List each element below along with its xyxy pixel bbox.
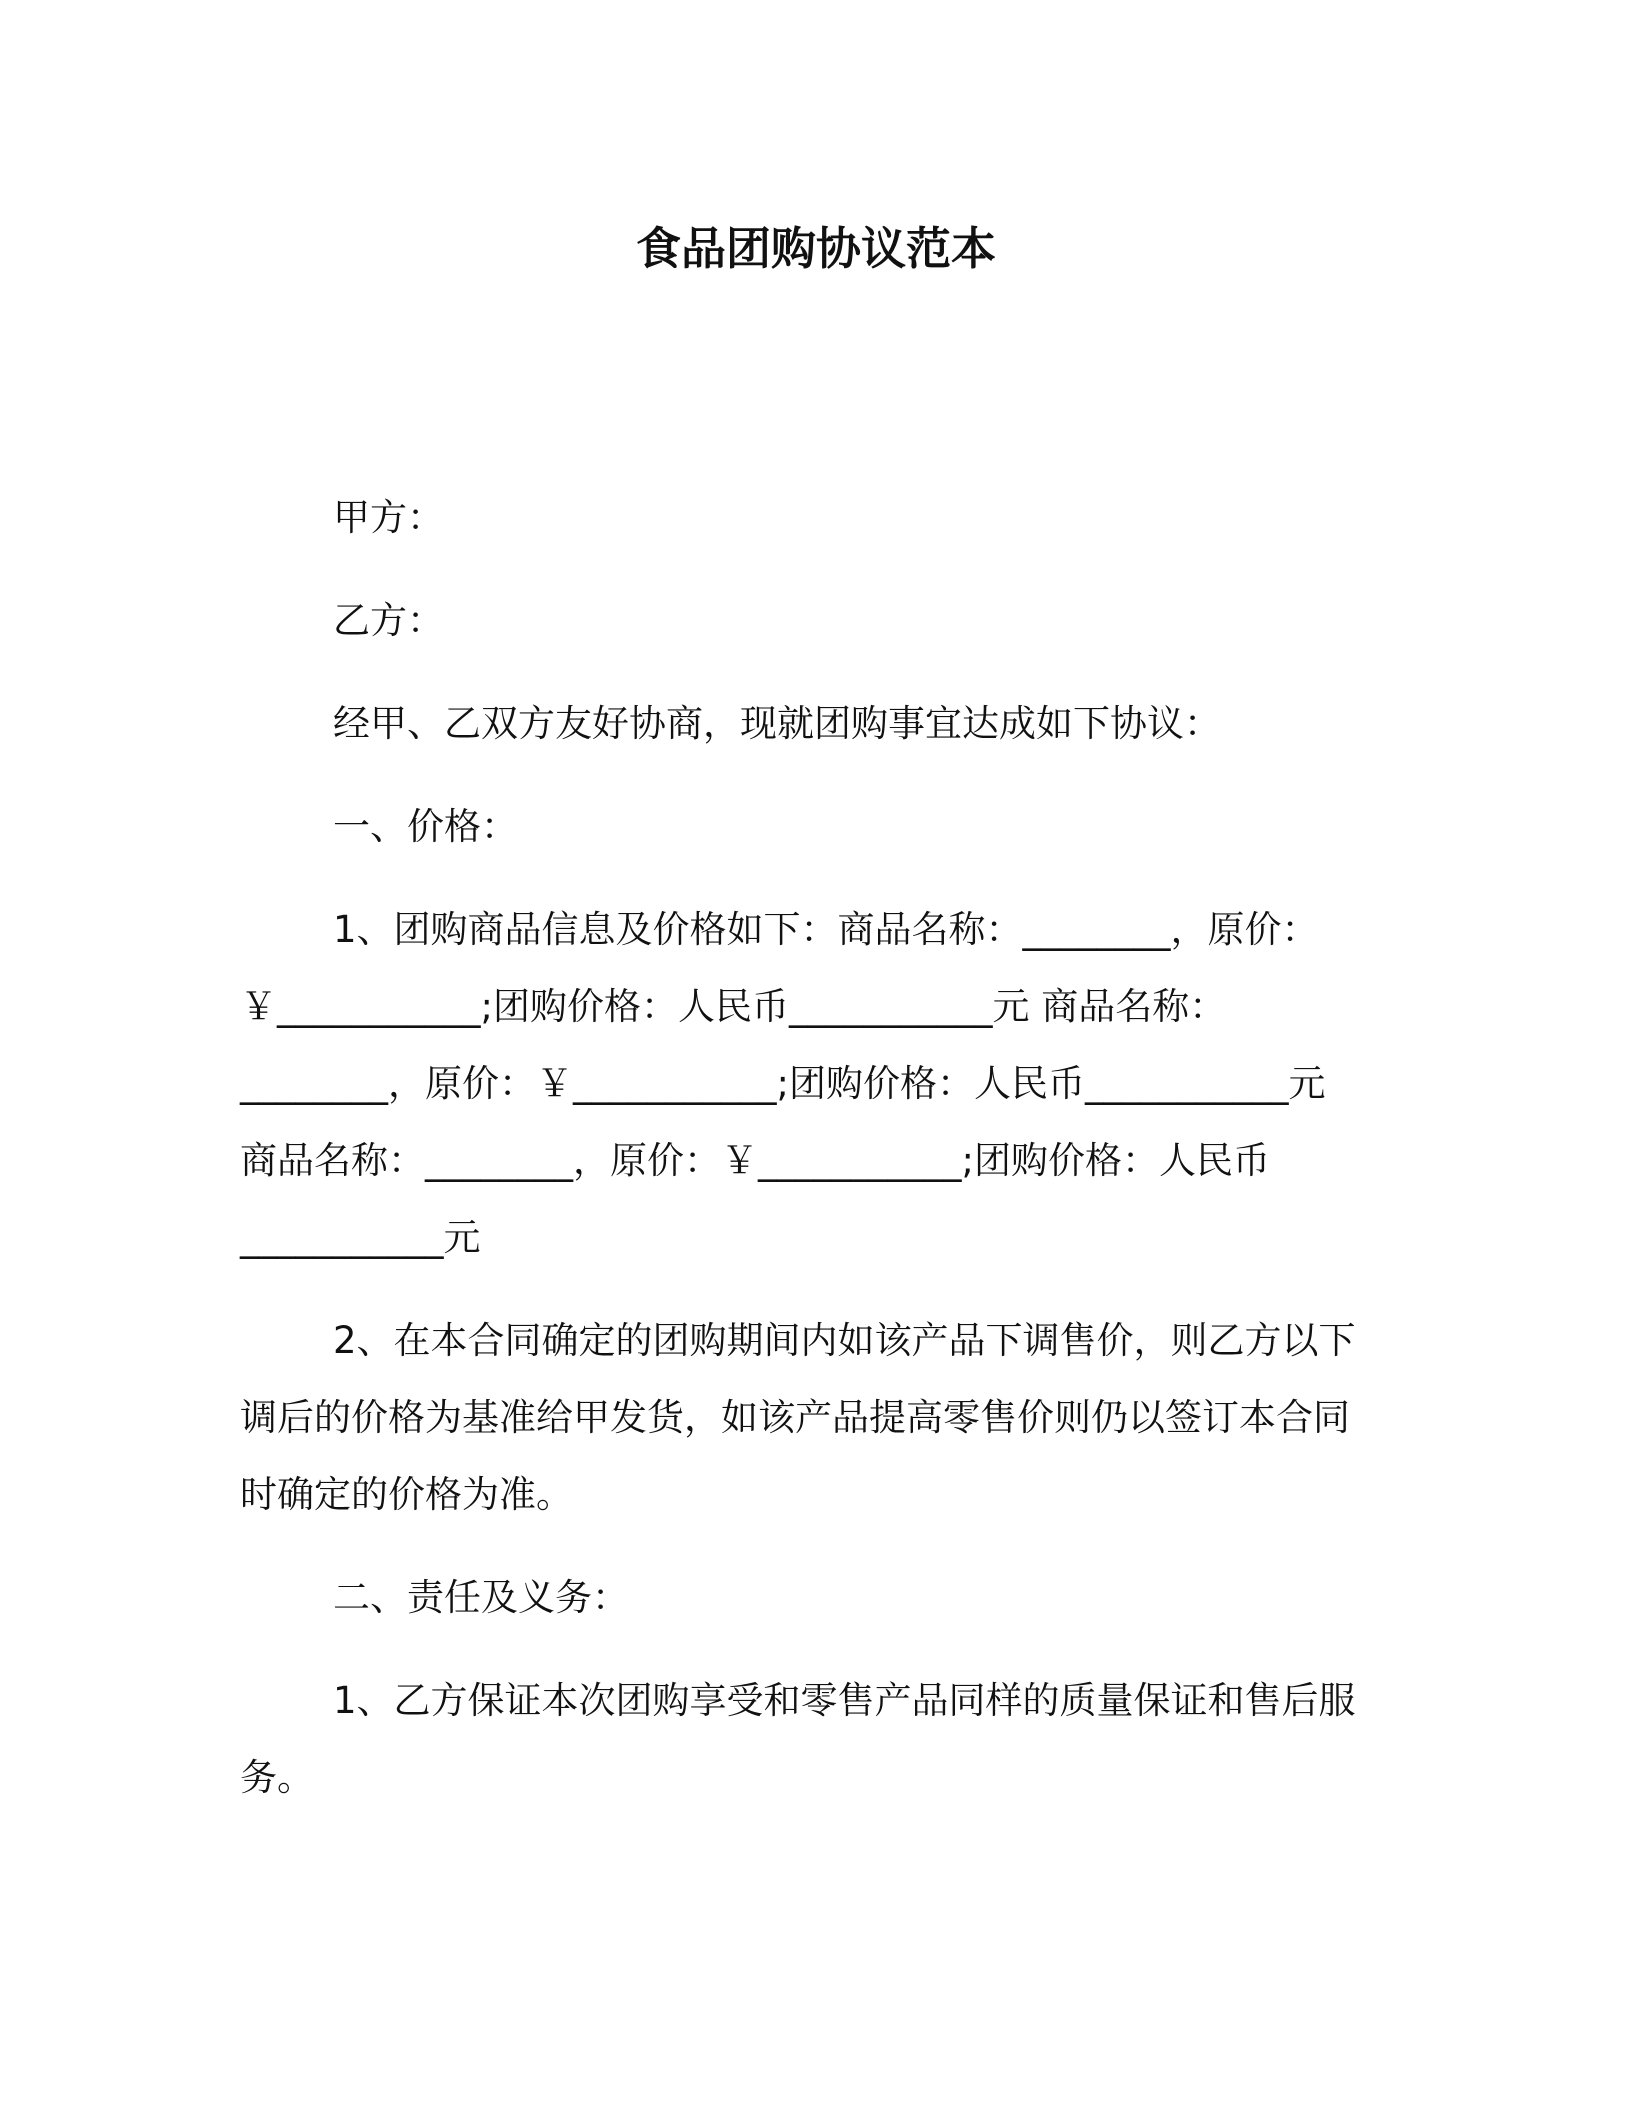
party-b-line	[240, 582, 1390, 659]
paragraph-line: 务。	[240, 1756, 314, 1799]
paragraph-line: 2、在本合同确定的团购期间内如该产品下调售价，则乙方以下	[333, 1319, 1356, 1362]
document-body	[240, 479, 1390, 1842]
clause-1-1	[240, 891, 1390, 1276]
paragraph-line: ￥___________;团购价格：人民币___________元 商品名称：	[240, 985, 1227, 1028]
party-a-line	[240, 479, 1390, 556]
paragraph-line: 乙方：	[333, 599, 444, 642]
paragraph-line: 商品名称：________，原价：￥___________;团购价格：人民币	[240, 1139, 1270, 1182]
document-title: 食品团购协议范本	[635, 222, 996, 275]
section-2-heading	[240, 1559, 1390, 1636]
paragraph-line: ________，原价：￥___________;团购价格：人民币___________元	[240, 1062, 1326, 1105]
clause-1-2	[240, 1302, 1390, 1533]
paragraph-line: 调后的价格为基准给甲发货，如该产品提高零售价则仍以签订本合同	[240, 1396, 1350, 1439]
paragraph-line: 时确定的价格为准。	[240, 1473, 573, 1516]
section-heading: 二、责任及义务：	[333, 1576, 629, 1619]
clause-2-1	[240, 1662, 1390, 1816]
section-1-heading	[240, 788, 1390, 865]
paragraph-line: 经甲、乙双方友好协商，现就团购事宜达成如下协议：	[333, 702, 1221, 745]
preamble	[240, 685, 1390, 762]
paragraph-line: 1、团购商品信息及价格如下：商品名称：________，原价：	[333, 908, 1319, 951]
paragraph-line: 甲方：	[333, 496, 444, 539]
section-heading: 一、价格：	[333, 805, 518, 848]
paragraph-line: ___________元	[240, 1216, 481, 1259]
paragraph-line: 1、乙方保证本次团购享受和零售产品同样的质量保证和售后服	[333, 1679, 1356, 1722]
